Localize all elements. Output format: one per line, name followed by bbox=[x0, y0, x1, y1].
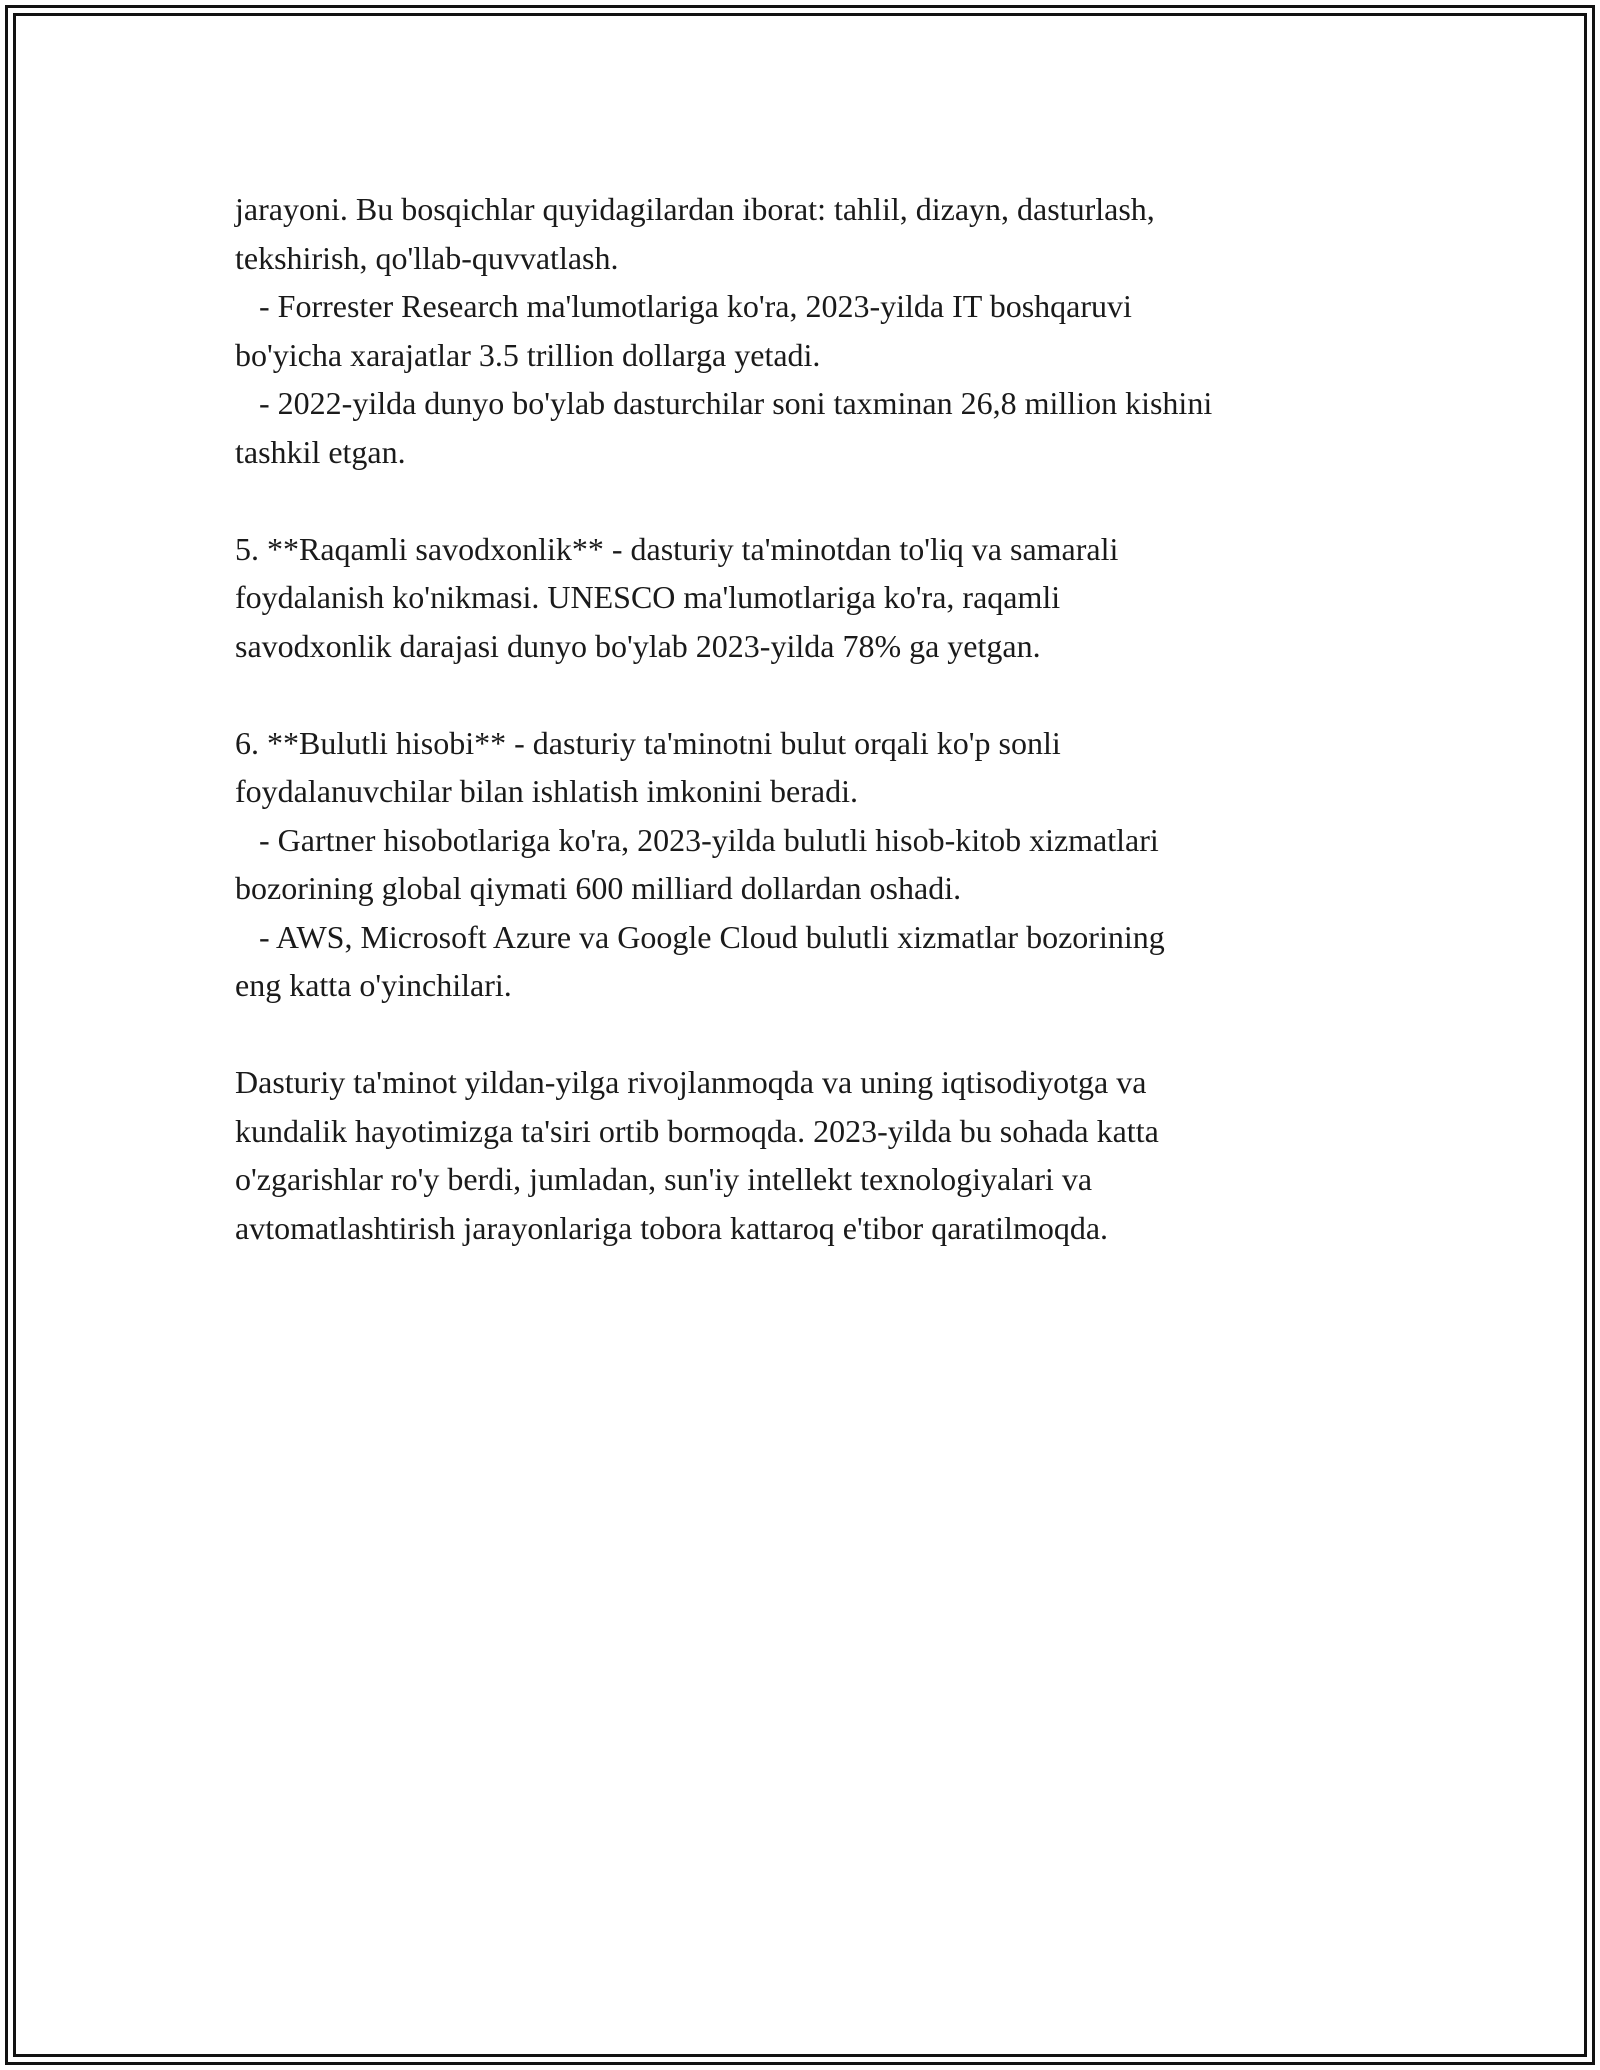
text-line: Dasturiy ta'minot yildan-yilga rivojlanmoqda va uning iqtisodiyotga va bbox=[235, 1064, 1147, 1100]
text-line: bo'yicha xarajatlar 3.5 trillion dollarga yetadi. bbox=[235, 336, 821, 373]
paragraph-intro-fragment bbox=[235, 185, 1415, 476]
bullet-line: - Gartner hisobotlariga ko'ra, 2023-yilda bulutli hisob-kitob xizmatlari bbox=[235, 821, 1159, 858]
list-item-heading-line: 5. **Raqamli savodxonlik** - dasturiy ta'minotdan to'liq va samarali bbox=[235, 530, 1119, 567]
text-line: o'zgarishlar ro'y berdi, jumladan, sun'iy intellekt texnologiyalari va bbox=[235, 1161, 1093, 1197]
text-line: tekshirish, qo'llab-quvvatlash. bbox=[235, 239, 619, 276]
text-line: avtomatlashtirish jarayonlariga tobora kattaroq e'tibor qaratilmoqda. bbox=[235, 1209, 1109, 1246]
document-body bbox=[235, 185, 1415, 1252]
text-line: jarayoni. Bu bosqichlar quyidagilardan iborat: tahlil, dizayn, dasturlash, bbox=[235, 191, 1155, 227]
bullet-line: - AWS, Microsoft Azure va Google Cloud bulutli xizmatlar bozorining bbox=[235, 918, 1165, 955]
text-line: eng katta o'yinchilari. bbox=[235, 967, 512, 1003]
paragraph-spacer bbox=[235, 476, 1415, 525]
text-line: tashkil etgan. bbox=[235, 433, 406, 470]
paragraph-item-5 bbox=[235, 525, 1415, 671]
text-line: foydalanish ko'nikmasi. UNESCO ma'lumotlariga ko'ra, raqamli bbox=[235, 579, 1061, 615]
paragraph-item-6 bbox=[235, 719, 1415, 1010]
bullet-line: - Forrester Research ma'lumotlariga ko'ra, 2023-yilda IT boshqaruvi bbox=[235, 288, 1132, 324]
list-item-heading-line: 6. **Bulutli hisobi** - dasturiy ta'minotni bulut orqali ko'p sonli bbox=[235, 724, 1061, 761]
text-line: savodxonlik darajasi dunyo bo'ylab 2023-yilda 78% ga yetgan. bbox=[235, 627, 1041, 664]
paragraph-spacer bbox=[235, 670, 1415, 719]
paragraph-conclusion bbox=[235, 1058, 1415, 1252]
text-line: kundalik hayotimizga ta'siri ortib bormoqda. 2023-yilda bu sohada katta bbox=[235, 1112, 1159, 1149]
bullet-line: - 2022-yilda dunyo bo'ylab dasturchilar soni taxminan 26,8 million kishini bbox=[235, 385, 1213, 421]
text-line: bozorining global qiymati 600 milliard dollardan oshadi. bbox=[235, 870, 962, 906]
paragraph-spacer bbox=[235, 1010, 1415, 1059]
text-line: foydalanuvchilar bilan ishlatish imkonini beradi. bbox=[235, 773, 858, 809]
